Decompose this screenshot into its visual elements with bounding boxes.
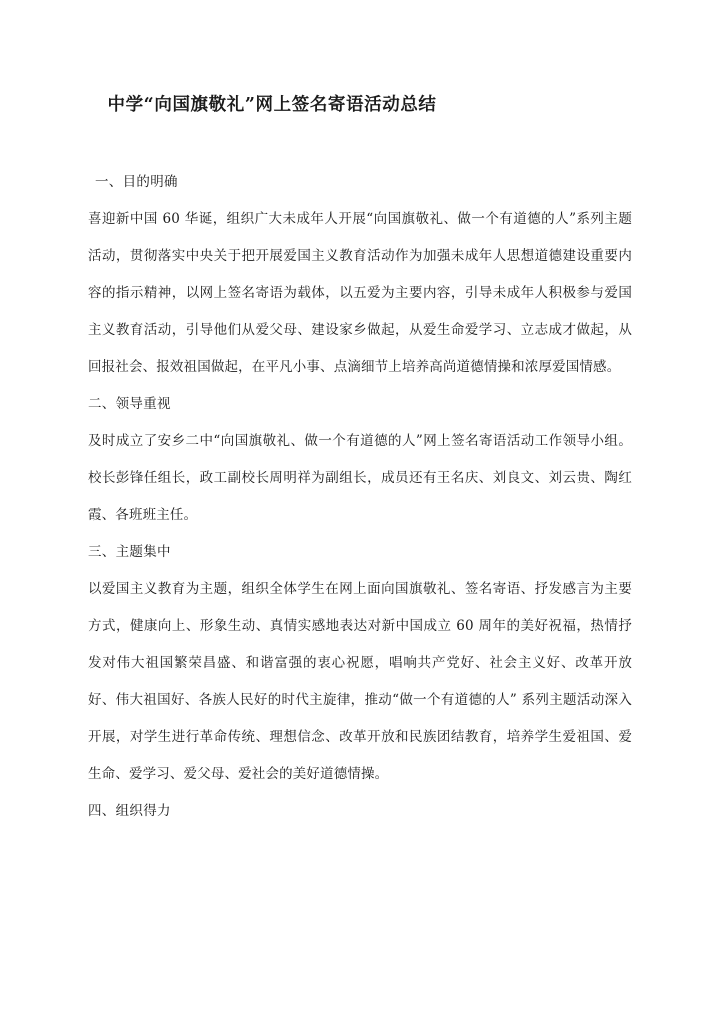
section-heading-一: 一、目的明确 xyxy=(95,174,178,190)
section-heading-二: 二、领导重视 xyxy=(88,396,171,412)
paragraph: 及时成立了安乡二中“向国旗敬礼、做一个有道德的人”网上签名寄语活动工作领导小组。校长彭锋任组长，政工副校长周明祥为副组长，成员还有王名庆、刘良文、刘云贵、陶红霞、各班班主任。 xyxy=(88,433,632,523)
paragraph: 以爱国主义教育为主题，组织全体学生在网上面向国旗敬礼、签名寄语、抒发感言为主要方式，健康向上、形象生动、真情实感地表达对新中国成立 60 周年的美好祝福，热情抒发对伟大祖国繁荣昌盛、和谐富强的衷心祝愿，唱响共产党好、社会主义好、改革开放好、伟大祖国好、各族人民好的时代主旋律，推动“做一个有道德的人” 系列主题活动深入开展，对学生进行革命传统、理想信念、改革开放和民族团结教育，培养学生爱祖国、爱生命、爱学习、爱父母、爱社会的美好道德情操。 xyxy=(88,581,632,782)
page-title: 中学“向国旗敬礼”网上签名寄语活动总结 xyxy=(107,95,437,115)
content-blocks xyxy=(88,164,632,830)
paragraph: 喜迎新中国 60 华诞，组织广大未成年人开展“向国旗敬礼、做一个有道德的人”系列主题活动，贯彻落实中央关于把开展爱国主义教育活动作为加强未成年人思想道德建设重要内容的指示精神，以网上签名寄语为载体，以五爱为主要内容，引导未成年人积极参与爱国主义教育活动，引导他们从爱父母、建设家乡做起，从爱生命爱学习、立志成才做起，从回报社会、报效祖国做起，在平凡小事、点滴细节上培养高尚道德情操和浓厚爱国情感。 xyxy=(88,211,632,375)
section-heading-三: 三、主题集中 xyxy=(88,544,171,560)
section-heading-四: 四、组织得力 xyxy=(88,803,171,819)
